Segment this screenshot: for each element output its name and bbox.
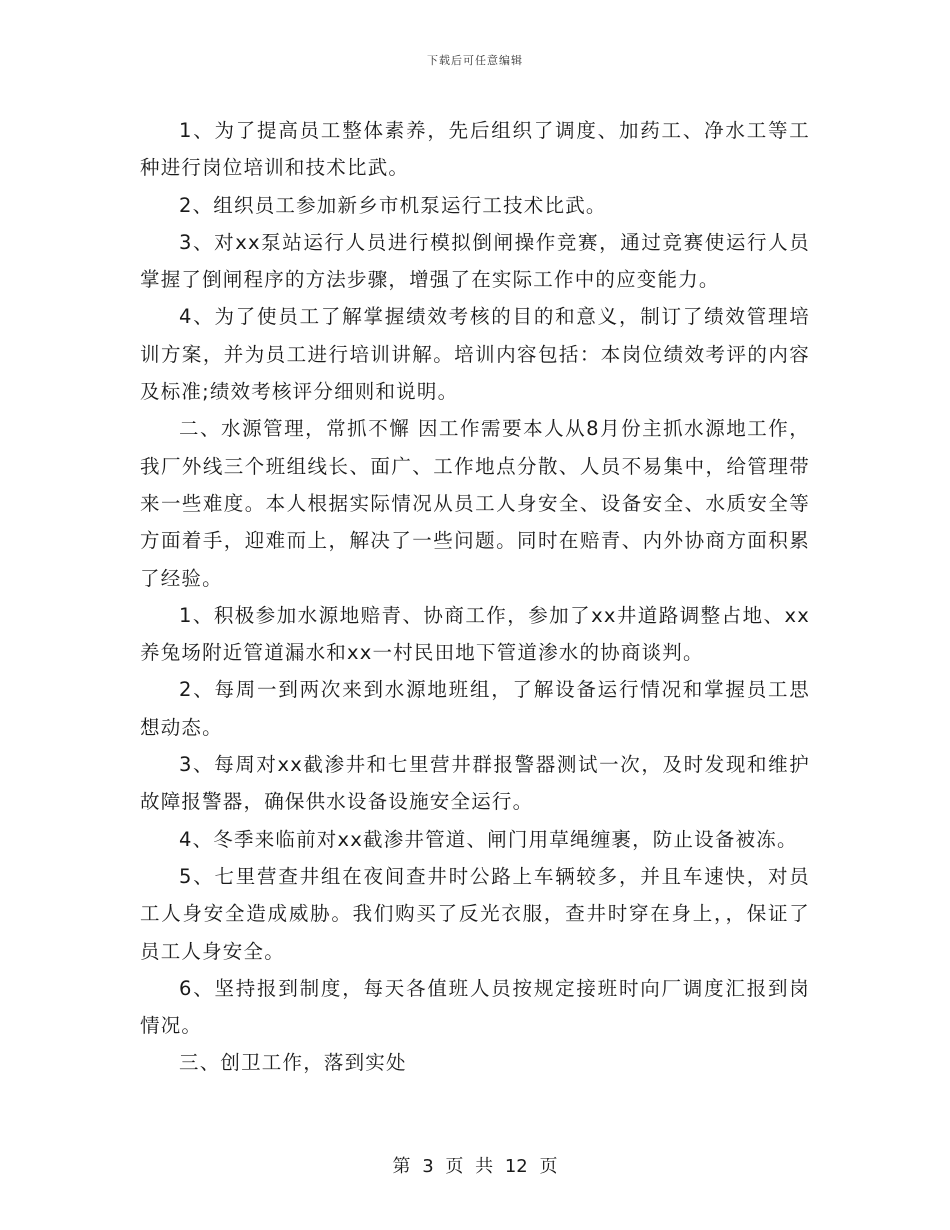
paragraph: 2、每周一到两次来到水源地班组，了解设备运行情况和掌握员工思想动态。 [140, 678, 810, 739]
paragraph: 3、对xx泵站运行人员进行模拟倒闸操作竞赛，通过竞赛使运行人员掌握了倒闸程序的方法步骤，增强了在实际工作中的应变能力。 [140, 230, 810, 292]
paragraph: 4、冬季来临前对xx截渗井管道、闸门用草绳缠裹，防止设备被冻。 [179, 827, 798, 851]
document-body [140, 112, 810, 1082]
page-header: 下载后可任意编辑 [427, 54, 523, 67]
paragraph: 3、每周对xx截渗井和七里营井群报警器测试一次，及时发现和维护故障报警器，确保供水设备设施安全运行。 [140, 753, 810, 814]
section-heading-paragraph: 二、水源管理，常抓不懈 因工作需要本人从8月份主抓水源地工作，我厂外线三个班组线长、面广、工作地点分散、人员不易集中，给管理带来一些难度。本人根据实际情况从员工人身安全、设备安全、水质安全等方面着手，迎难而上，解决了一些问题。同时在赔青、内外协商方面积累了经验。 [140, 417, 810, 590]
paragraph: 1、为了提高员工整体素养，先后组织了调度、加药工、净水工等工种进行岗位培训和技术比武。 [140, 119, 810, 180]
paragraph: 4、为了使员工了解掌握绩效考核的目的和意义，制订了绩效管理培训方案，并为员工进行培训讲解。培训内容包括：本岗位绩效考评的内容及标准;绩效考核评分细则和说明。 [140, 305, 810, 404]
paragraph: 2、组织员工参加新乡市机泵运行工技术比武。 [179, 193, 607, 217]
paragraph: 5、七里营查井组在夜间查井时公路上车辆较多，并且车速快，对员工人身安全造成威胁。我们购买了反光衣服，查井时穿在身上，，保证了员工人身安全。 [140, 864, 810, 963]
page-footer: 第 3 页 共 12 页 [392, 1156, 558, 1177]
paragraph: 6、坚持报到制度，每天各值班人员按规定接班时向厂调度汇报到岗情况。 [140, 976, 810, 1038]
section-heading: 三、创卫工作，落到实处 [179, 1051, 407, 1075]
paragraph: 1、积极参加水源地赔青、协商工作，参加了xx井道路调整占地、xx养兔场附近管道漏水和xx一村民田地下管道渗水的协商谈判。 [140, 603, 810, 665]
